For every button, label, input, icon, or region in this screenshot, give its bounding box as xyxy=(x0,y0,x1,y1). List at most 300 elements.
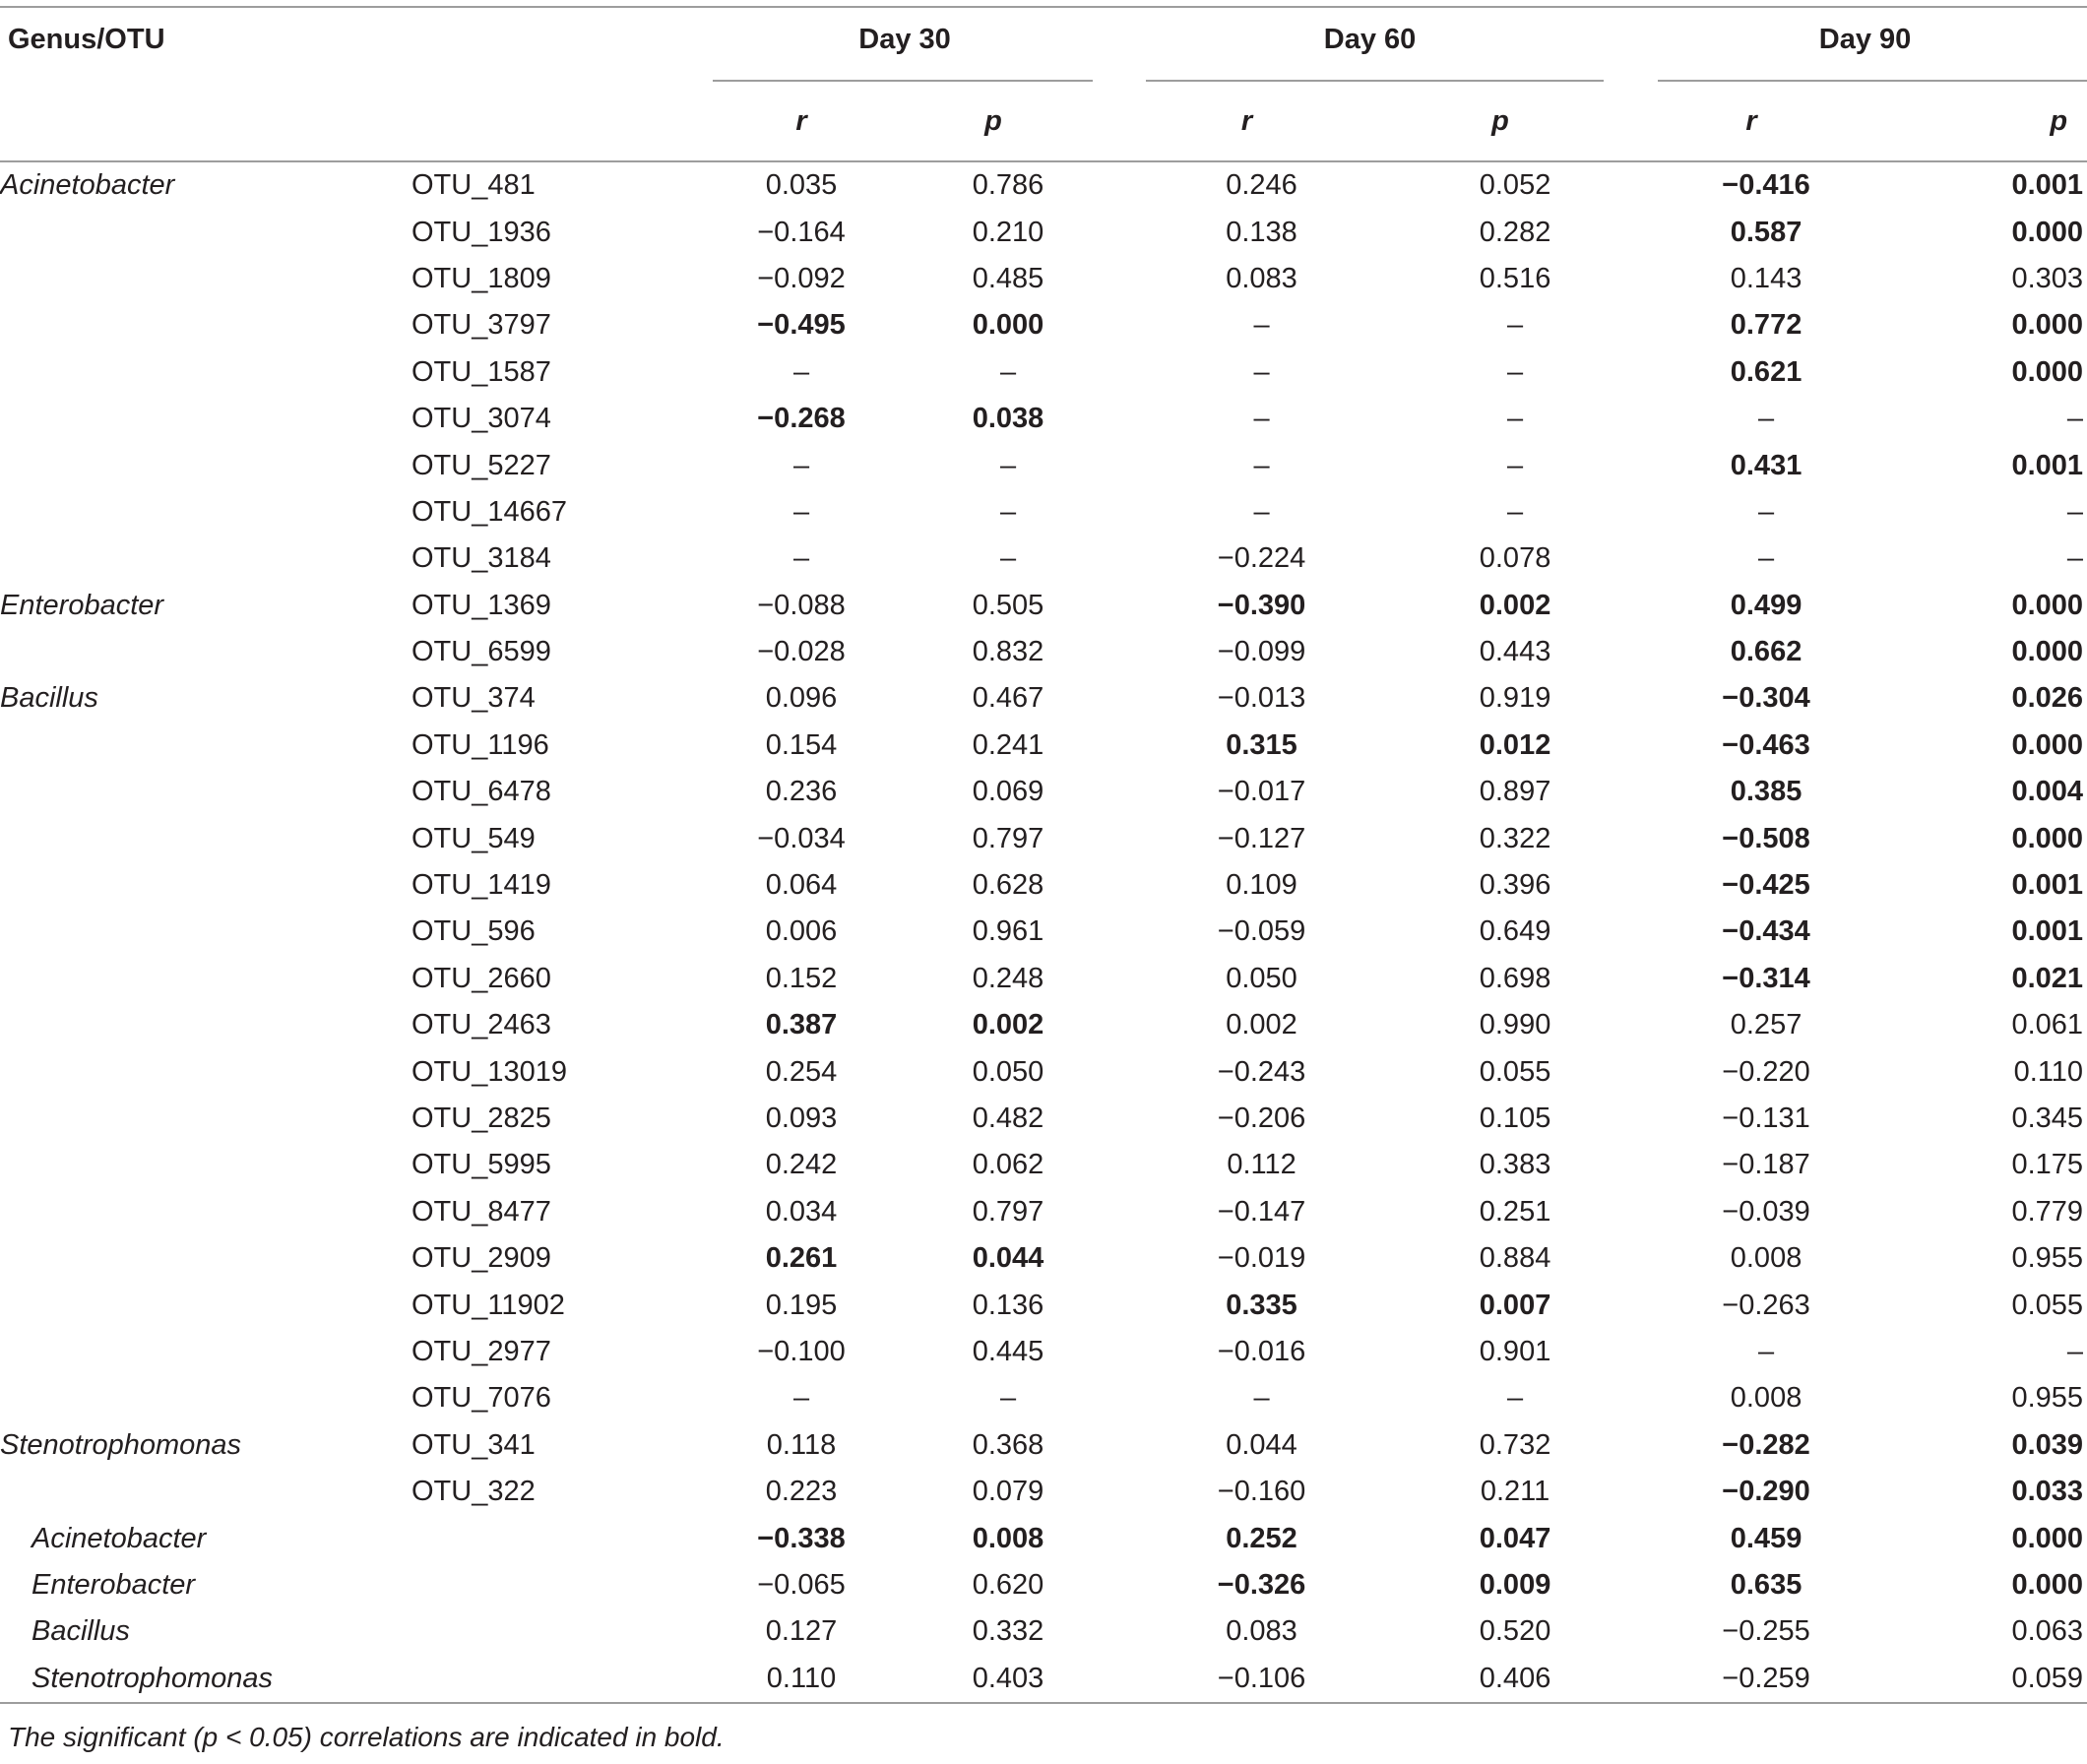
day60-r-cell: −0.099 xyxy=(1217,636,1306,668)
day60-r-cell: −0.106 xyxy=(1217,1662,1306,1694)
day90-p-cell: – xyxy=(2066,495,2084,528)
day90-r-cell: 0.635 xyxy=(1730,1568,1802,1601)
summary-row xyxy=(0,1515,2087,1561)
genus-cell xyxy=(0,862,411,909)
day90-r-cell: −0.314 xyxy=(1722,962,1810,994)
day30-p-cell: 0.467 xyxy=(972,682,1044,715)
genus-cell xyxy=(0,442,411,488)
genus-cell xyxy=(0,302,411,348)
day30-p-cell: 0.797 xyxy=(972,822,1044,854)
day30-r-cell: 0.223 xyxy=(765,1476,838,1508)
day30-r-cell: – xyxy=(792,1382,810,1415)
genus-cell xyxy=(0,1002,411,1048)
day30-p-cell: 0.445 xyxy=(972,1335,1044,1367)
day-90-header: Day 90 xyxy=(1604,7,2087,82)
genus-cell xyxy=(0,536,411,582)
summary-row xyxy=(0,1656,2087,1703)
table-row xyxy=(0,909,2087,955)
table-row xyxy=(0,1189,2087,1235)
day60-p-cell: 0.516 xyxy=(1479,262,1551,294)
day30-r-cell: −0.100 xyxy=(757,1335,846,1367)
day90-r-cell: −0.187 xyxy=(1722,1149,1810,1181)
header-row-days xyxy=(0,7,2087,82)
day60-r-cell: 0.335 xyxy=(1226,1289,1297,1321)
day60-r-cell: 0.044 xyxy=(1226,1428,1297,1461)
table-row xyxy=(0,209,2087,255)
day30-r-cell: – xyxy=(792,449,810,481)
genus-cell: Enterobacter xyxy=(0,589,164,621)
otu-cell: OTU_7076 xyxy=(411,1382,551,1415)
genus-cell xyxy=(0,396,411,442)
otu-cell: OTU_8477 xyxy=(411,1195,551,1228)
genus-cell xyxy=(0,1235,411,1282)
day90-p-cell: 0.001 xyxy=(2011,915,2084,948)
day60-r-cell: – xyxy=(1253,403,1270,435)
genus-cell xyxy=(0,1142,411,1188)
table-row xyxy=(0,349,2087,396)
day90-p-cell: 0.059 xyxy=(2011,1662,2084,1694)
day30-p-cell: – xyxy=(999,542,1017,575)
day-60-underline xyxy=(1146,80,1604,82)
day30-r-cell: 0.254 xyxy=(765,1055,838,1088)
genus-cell: Bacillus xyxy=(0,682,98,715)
day60-p-cell: 0.698 xyxy=(1479,962,1551,994)
otu-cell xyxy=(411,1608,713,1655)
otu-cell: OTU_13019 xyxy=(411,1055,567,1088)
day60-p-cell: – xyxy=(1506,355,1524,388)
day60-r-cell: −0.224 xyxy=(1217,542,1306,575)
day90-p-cell: 0.000 xyxy=(2011,636,2084,668)
day90-p-cell: – xyxy=(2066,1335,2084,1367)
day60-p-cell: 0.884 xyxy=(1479,1242,1551,1275)
day60-p-cell: 0.282 xyxy=(1479,216,1551,248)
day30-p-cell: 0.248 xyxy=(972,962,1044,994)
otu-cell: OTU_2660 xyxy=(411,962,551,994)
day90-p-cell: 0.345 xyxy=(2011,1102,2084,1134)
day30-r-cell: −0.088 xyxy=(757,589,846,621)
genus-cell xyxy=(0,629,411,675)
otu-cell: OTU_3797 xyxy=(411,309,551,342)
genus-cell: Bacillus xyxy=(32,1615,130,1648)
day90-p-cell: 0.055 xyxy=(2011,1289,2084,1321)
day60-r-cell: −0.019 xyxy=(1217,1242,1306,1275)
day-90-underline xyxy=(1658,80,2087,82)
day60-r-cell: 0.083 xyxy=(1226,262,1297,294)
day60-r-cell: – xyxy=(1253,495,1270,528)
otu-cell xyxy=(411,1562,713,1608)
otu-cell: OTU_14667 xyxy=(411,495,567,528)
day60-p-cell: – xyxy=(1506,495,1524,528)
genus-summary-rows xyxy=(0,1515,2087,1703)
day30-p-cell: 0.368 xyxy=(972,1428,1044,1461)
day90-p-cell: 0.000 xyxy=(2011,1568,2084,1601)
day30-p-cell: – xyxy=(999,495,1017,528)
day30-p-cell: – xyxy=(999,1382,1017,1415)
otu-cell: OTU_481 xyxy=(411,169,536,202)
day-60-r-header: r xyxy=(1240,104,1253,137)
day60-p-cell: 0.002 xyxy=(1479,589,1551,621)
table-row xyxy=(0,1469,2087,1515)
genus-cell xyxy=(0,1189,411,1235)
day-90-r-header: r xyxy=(1745,104,1757,137)
day90-r-cell: – xyxy=(1757,495,1775,528)
day30-r-cell: −0.338 xyxy=(757,1522,846,1554)
day90-r-cell: 0.587 xyxy=(1730,216,1802,248)
day30-p-cell: – xyxy=(999,449,1017,481)
genus-cell: Stenotrophomonas xyxy=(0,1428,242,1461)
day90-p-cell: 0.175 xyxy=(2011,1149,2084,1181)
day30-r-cell: −0.268 xyxy=(757,403,846,435)
table-row xyxy=(0,675,2087,722)
day30-r-cell: −0.092 xyxy=(757,262,846,294)
table-row xyxy=(0,769,2087,815)
day60-p-cell: – xyxy=(1506,403,1524,435)
header-empty-genus xyxy=(0,82,411,161)
day90-p-cell: 0.955 xyxy=(2011,1242,2084,1275)
otu-cell: OTU_1419 xyxy=(411,869,551,902)
table-row xyxy=(0,862,2087,909)
table-row xyxy=(0,489,2087,536)
table-row xyxy=(0,1002,2087,1048)
day60-r-cell: −0.160 xyxy=(1217,1476,1306,1508)
day30-p-cell: 0.038 xyxy=(972,403,1044,435)
otu-cell: OTU_2977 xyxy=(411,1335,551,1367)
day60-p-cell: 0.322 xyxy=(1479,822,1551,854)
day30-p-cell: 0.832 xyxy=(972,636,1044,668)
day30-p-cell: 0.332 xyxy=(972,1615,1044,1648)
day90-r-cell: – xyxy=(1757,1335,1775,1367)
day90-r-cell: −0.255 xyxy=(1722,1615,1810,1648)
day60-p-cell: 0.009 xyxy=(1479,1568,1551,1601)
otu-cell: OTU_2825 xyxy=(411,1102,551,1134)
day30-r-cell: 0.006 xyxy=(765,915,838,948)
day60-r-cell: 0.050 xyxy=(1226,962,1297,994)
day60-r-cell: 0.252 xyxy=(1226,1522,1297,1554)
otu-cell: OTU_2909 xyxy=(411,1242,551,1275)
day30-r-cell: 0.152 xyxy=(765,962,838,994)
day90-p-cell: 0.000 xyxy=(2011,355,2084,388)
table-row xyxy=(0,256,2087,302)
header-empty-otu xyxy=(411,82,713,161)
day30-p-cell: 0.786 xyxy=(972,169,1044,202)
day60-p-cell: 0.105 xyxy=(1479,1102,1551,1134)
day90-p-cell: 0.026 xyxy=(2011,682,2084,715)
day90-p-cell: 0.001 xyxy=(2011,169,2084,202)
day90-r-cell: 0.008 xyxy=(1730,1242,1802,1275)
genus-cell xyxy=(0,1375,411,1421)
day30-p-cell: 0.136 xyxy=(972,1289,1044,1321)
genus-cell xyxy=(0,769,411,815)
otu-cell xyxy=(411,1515,713,1561)
day30-p-cell: 0.044 xyxy=(972,1242,1044,1275)
otu-rows xyxy=(0,161,2087,1515)
day60-p-cell: 0.732 xyxy=(1479,1428,1551,1461)
genus-cell xyxy=(0,956,411,1002)
genus-cell xyxy=(0,1329,411,1375)
day60-p-cell: 0.383 xyxy=(1479,1149,1551,1181)
day30-r-cell: −0.065 xyxy=(757,1568,846,1601)
day90-r-cell: – xyxy=(1757,403,1775,435)
day30-r-cell: 0.096 xyxy=(765,682,838,715)
day30-r-cell: 0.195 xyxy=(765,1289,838,1321)
day30-r-cell: 0.127 xyxy=(765,1615,838,1648)
day60-p-cell: 0.007 xyxy=(1479,1289,1551,1321)
day90-r-cell: −0.282 xyxy=(1722,1428,1810,1461)
day60-p-cell: – xyxy=(1506,309,1524,342)
day30-r-cell: 0.261 xyxy=(765,1242,838,1275)
otu-cell: OTU_6599 xyxy=(411,636,551,668)
table-row xyxy=(0,1422,2087,1469)
genus-cell xyxy=(0,1282,411,1328)
genus-cell: Acinetobacter xyxy=(0,169,175,202)
day90-r-cell: 0.459 xyxy=(1730,1522,1802,1554)
table-row xyxy=(0,956,2087,1002)
day-60-p-header: p xyxy=(1491,104,1509,137)
day30-r-cell: 0.035 xyxy=(765,169,838,202)
day60-r-cell: 0.315 xyxy=(1226,728,1297,761)
summary-row xyxy=(0,1608,2087,1655)
table-row xyxy=(0,1096,2087,1142)
day90-p-cell: 0.000 xyxy=(2011,728,2084,761)
day60-p-cell: 0.919 xyxy=(1479,682,1551,715)
day90-p-cell: 0.061 xyxy=(2011,1009,2084,1041)
day90-p-cell: 0.039 xyxy=(2011,1428,2084,1461)
otu-cell: OTU_6478 xyxy=(411,776,551,808)
day30-p-cell: 0.008 xyxy=(972,1522,1044,1554)
day60-p-cell: 0.211 xyxy=(1480,1476,1550,1508)
day90-r-cell: 0.143 xyxy=(1730,262,1802,294)
day60-p-cell: 0.078 xyxy=(1479,542,1551,575)
day90-p-cell: 0.001 xyxy=(2011,449,2084,481)
day60-r-cell: 0.112 xyxy=(1227,1149,1296,1181)
day60-p-cell: 0.520 xyxy=(1479,1615,1551,1648)
day30-r-cell: 0.064 xyxy=(765,869,838,902)
table-row xyxy=(0,161,2087,209)
day60-p-cell: 0.406 xyxy=(1479,1662,1551,1694)
genus-cell: Enterobacter xyxy=(32,1568,196,1601)
day90-p-cell: 0.000 xyxy=(2011,309,2084,342)
table-row xyxy=(0,536,2087,582)
day60-r-cell: – xyxy=(1253,449,1270,481)
day30-p-cell: 0.050 xyxy=(972,1055,1044,1088)
genus-cell: Acinetobacter xyxy=(32,1522,207,1554)
genus-cell xyxy=(0,909,411,955)
otu-cell: OTU_374 xyxy=(411,682,536,715)
otu-cell xyxy=(411,1656,713,1703)
day60-p-cell: 0.047 xyxy=(1479,1522,1551,1554)
day30-r-cell: −0.028 xyxy=(757,636,846,668)
day30-r-cell: −0.495 xyxy=(757,309,846,342)
day60-p-cell: 0.901 xyxy=(1479,1335,1551,1367)
day90-p-cell: 0.000 xyxy=(2011,589,2084,621)
otu-cell: OTU_3074 xyxy=(411,403,551,435)
day90-r-cell: – xyxy=(1757,542,1775,575)
day60-r-cell: −0.326 xyxy=(1217,1568,1306,1601)
day30-r-cell: – xyxy=(792,542,810,575)
genus-cell xyxy=(0,1096,411,1142)
day30-p-cell: 0.482 xyxy=(972,1102,1044,1134)
day30-p-cell: 0.505 xyxy=(972,589,1044,621)
day90-p-cell: 0.779 xyxy=(2011,1195,2084,1228)
day60-r-cell: – xyxy=(1253,1382,1270,1415)
genus-cell xyxy=(0,256,411,302)
summary-row xyxy=(0,1562,2087,1608)
day90-r-cell: 0.772 xyxy=(1730,309,1802,342)
table-row xyxy=(0,1142,2087,1188)
day30-p-cell: 0.797 xyxy=(972,1195,1044,1228)
day90-r-cell: −0.263 xyxy=(1722,1289,1810,1321)
day30-p-cell: 0.241 xyxy=(972,728,1044,761)
day60-p-cell: 0.443 xyxy=(1479,636,1551,668)
day60-r-cell: −0.147 xyxy=(1217,1195,1306,1228)
genus-cell xyxy=(0,815,411,861)
otu-cell: OTU_1196 xyxy=(411,728,549,761)
day30-p-cell: 0.628 xyxy=(972,869,1044,902)
table-row xyxy=(0,1282,2087,1328)
day90-r-cell: −0.290 xyxy=(1722,1476,1810,1508)
table-row xyxy=(0,1048,2087,1095)
genus-cell: Stenotrophomonas xyxy=(32,1662,274,1694)
table-row xyxy=(0,1235,2087,1282)
day90-p-cell: 0.000 xyxy=(2011,822,2084,854)
day90-p-cell: – xyxy=(2066,403,2084,435)
table-footnote: The significant (p < 0.05) correlations are indicated in bold. xyxy=(8,1722,725,1752)
table-row xyxy=(0,723,2087,769)
day90-p-cell: 0.955 xyxy=(2011,1382,2084,1415)
day90-r-cell: −0.039 xyxy=(1722,1195,1810,1228)
day30-p-cell: 0.000 xyxy=(972,309,1044,342)
day60-r-cell: – xyxy=(1253,355,1270,388)
day60-r-cell: 0.246 xyxy=(1226,169,1297,202)
otu-cell: OTU_596 xyxy=(411,915,536,948)
day60-r-cell: 0.109 xyxy=(1226,869,1297,902)
otu-cell: OTU_322 xyxy=(411,1476,536,1508)
day30-r-cell: 0.236 xyxy=(765,776,838,808)
table-row xyxy=(0,442,2087,488)
day60-r-cell: −0.206 xyxy=(1217,1102,1306,1134)
day60-r-cell: −0.016 xyxy=(1217,1335,1306,1367)
day90-p-cell: 0.001 xyxy=(2011,869,2084,902)
day60-r-cell: 0.138 xyxy=(1226,216,1297,248)
day30-p-cell: 0.210 xyxy=(972,216,1044,248)
day90-p-cell: 0.033 xyxy=(2011,1476,2084,1508)
day90-r-cell: 0.621 xyxy=(1730,355,1802,388)
day30-r-cell: 0.387 xyxy=(765,1009,838,1041)
day60-p-cell: 0.055 xyxy=(1479,1055,1551,1088)
table-row xyxy=(0,302,2087,348)
day60-p-cell: – xyxy=(1506,449,1524,481)
day90-r-cell: 0.008 xyxy=(1730,1382,1802,1415)
otu-cell: OTU_5227 xyxy=(411,449,551,481)
day60-p-cell: 0.012 xyxy=(1479,728,1551,761)
day-90-p-header: p xyxy=(2050,104,2068,137)
genus-cell xyxy=(0,209,411,255)
genus-cell xyxy=(0,1048,411,1095)
day90-r-cell: 0.499 xyxy=(1730,589,1802,621)
header-row-stats xyxy=(0,82,2087,161)
genus-otu-header: Genus/OTU xyxy=(8,24,165,55)
day30-r-cell: −0.034 xyxy=(757,822,846,854)
day90-p-cell: 0.063 xyxy=(2011,1615,2084,1648)
day30-p-cell: 0.002 xyxy=(972,1009,1044,1041)
day60-p-cell: 0.052 xyxy=(1479,169,1551,202)
genus-cell xyxy=(0,723,411,769)
day30-r-cell: 0.154 xyxy=(765,728,838,761)
otu-cell: OTU_3184 xyxy=(411,542,551,575)
day-30-p-header: p xyxy=(984,104,1002,137)
otu-cell: OTU_5995 xyxy=(411,1149,551,1181)
correlation-table xyxy=(0,6,2087,1704)
day30-p-cell: 0.062 xyxy=(972,1149,1044,1181)
day60-r-cell: 0.002 xyxy=(1226,1009,1297,1041)
day90-r-cell: −0.463 xyxy=(1722,728,1810,761)
day30-r-cell: 0.093 xyxy=(765,1102,838,1134)
day60-r-cell: – xyxy=(1253,309,1270,342)
otu-cell: OTU_2463 xyxy=(411,1009,551,1041)
genus-cell xyxy=(0,1469,411,1515)
day90-p-cell: – xyxy=(2066,542,2084,575)
day90-p-cell: 0.000 xyxy=(2011,216,2084,248)
day90-r-cell: −0.425 xyxy=(1722,869,1810,902)
day90-r-cell: −0.416 xyxy=(1722,169,1810,202)
day60-p-cell: 0.897 xyxy=(1479,776,1551,808)
day90-r-cell: −0.304 xyxy=(1722,682,1810,715)
day90-r-cell: 0.662 xyxy=(1730,636,1802,668)
day90-p-cell: 0.021 xyxy=(2011,962,2084,994)
day30-r-cell: – xyxy=(792,495,810,528)
day60-p-cell: 0.649 xyxy=(1479,915,1551,948)
day90-r-cell: −0.220 xyxy=(1722,1055,1810,1088)
table-row xyxy=(0,815,2087,861)
day90-p-cell: 0.004 xyxy=(2011,776,2084,808)
otu-cell: OTU_11902 xyxy=(411,1289,565,1321)
day60-r-cell: −0.017 xyxy=(1217,776,1306,808)
day60-p-cell: 0.990 xyxy=(1479,1009,1551,1041)
day30-p-cell: 0.485 xyxy=(972,262,1044,294)
day90-r-cell: 0.431 xyxy=(1730,449,1802,481)
day30-p-cell: – xyxy=(999,355,1017,388)
day90-r-cell: −0.259 xyxy=(1722,1662,1810,1694)
table-row xyxy=(0,629,2087,675)
day30-p-cell: 0.069 xyxy=(972,776,1044,808)
otu-cell: OTU_341 xyxy=(411,1428,536,1461)
table-row xyxy=(0,396,2087,442)
day60-r-cell: 0.083 xyxy=(1226,1615,1297,1648)
otu-cell: OTU_1369 xyxy=(411,589,551,621)
day60-p-cell: – xyxy=(1506,1382,1524,1415)
day-30-underline xyxy=(713,80,1093,82)
otu-cell: OTU_549 xyxy=(411,822,536,854)
day60-r-cell: −0.059 xyxy=(1217,915,1306,948)
day90-p-cell: 0.110 xyxy=(2013,1055,2084,1088)
day90-r-cell: −0.434 xyxy=(1722,915,1810,948)
day90-p-cell: 0.303 xyxy=(2011,262,2084,294)
otu-cell: OTU_1587 xyxy=(411,355,551,388)
day30-p-cell: 0.961 xyxy=(972,915,1044,948)
day30-p-cell: 0.079 xyxy=(972,1476,1044,1508)
day30-r-cell: 0.034 xyxy=(765,1195,838,1228)
genus-cell xyxy=(0,489,411,536)
day90-r-cell: −0.131 xyxy=(1722,1102,1810,1134)
day30-p-cell: 0.403 xyxy=(972,1662,1044,1694)
day90-r-cell: 0.257 xyxy=(1730,1009,1802,1041)
day-30-r-header: r xyxy=(795,104,807,137)
otu-cell: OTU_1936 xyxy=(411,216,551,248)
day30-r-cell: 0.118 xyxy=(766,1428,837,1461)
table-row xyxy=(0,1329,2087,1375)
day30-r-cell: – xyxy=(792,355,810,388)
day-30-header: Day 30 xyxy=(713,7,1097,82)
